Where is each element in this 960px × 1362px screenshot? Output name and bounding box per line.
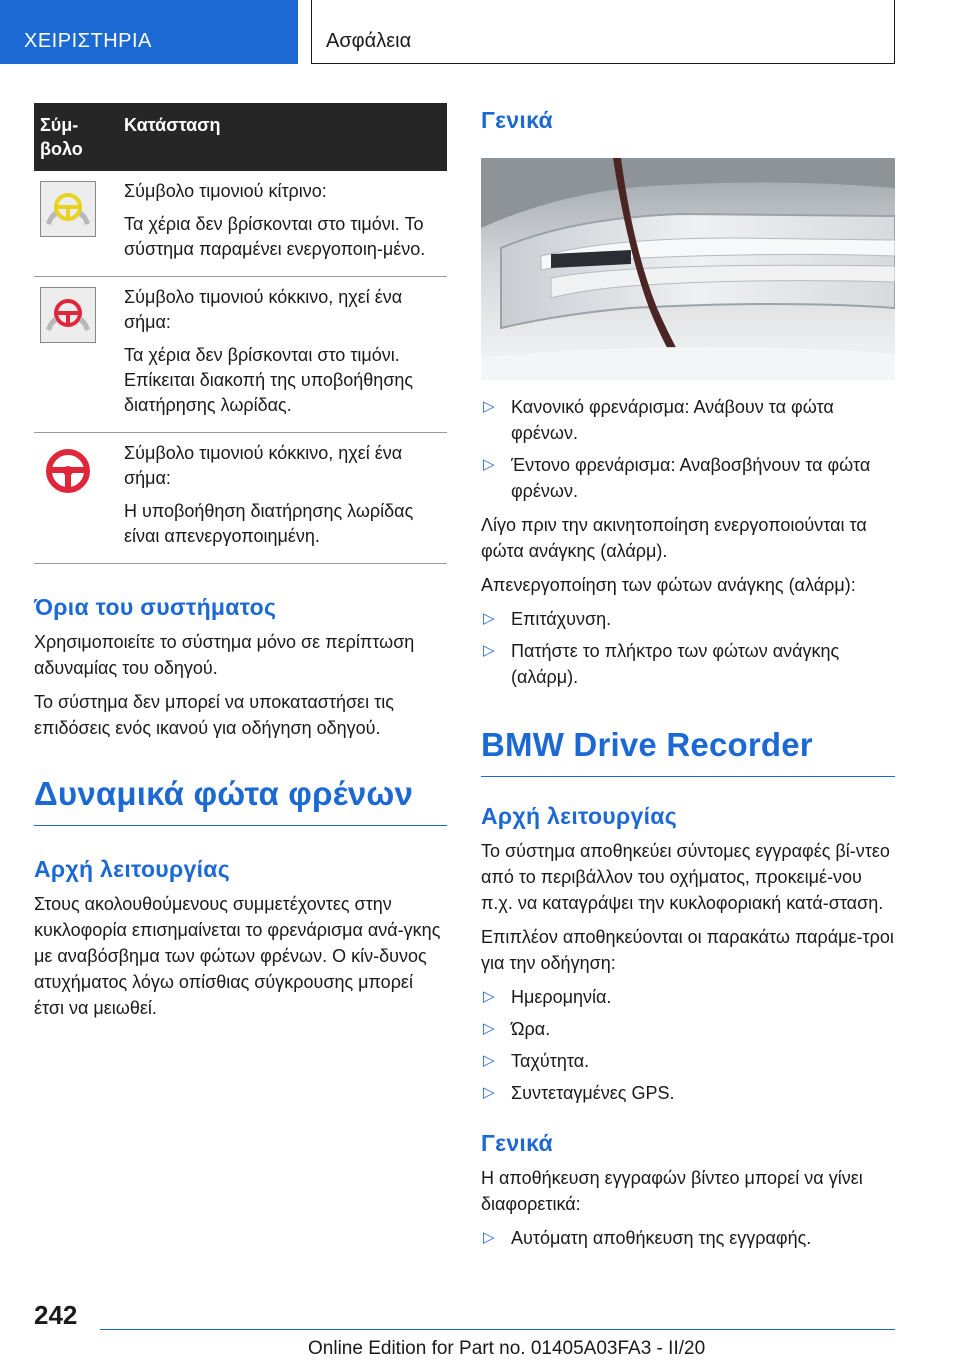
list-item: ▷ Πατήστε το πλήκτρο των φώτων ανάγκης (αλάρμ). (481, 638, 895, 690)
footer-divider (100, 1329, 895, 1330)
symbol-cell (34, 171, 118, 277)
table-row (34, 277, 447, 433)
paragraph: Το σύστημα δεν μπορεί να υποκαταστήσει τις επιδόσεις ενός ικανού για οδήγηση οδηγού. (34, 692, 394, 738)
paragraph: Λίγο πριν την ακινητοποίηση ενεργοποιούνται τα φώτα ανάγκης (αλάρμ). (481, 515, 867, 561)
paragraph: Στους ακολουθούμενους συμμετέχοντες στην κυκλοφορία επισημαίνεται το φρενάρισμα ανά-γκης με αναβόσβημα των φώτων φρένων. Ο κίν-δυνος ατυχήματος λόγω οπίσθιας σύγκρουσης μπορεί έτσι να μειωθεί. (34, 894, 441, 1018)
list-item: ▷ Συντεταγμένες GPS. (481, 1080, 895, 1106)
section-heading-drive-recorder: BMW Drive Recorder (481, 726, 895, 777)
column-header-symbol: Σύμ- βολο (34, 103, 118, 171)
tail-light-photo (481, 158, 895, 380)
edition-note: Online Edition for Part no. 01405A03FA3 - II/20 (308, 1338, 706, 1359)
chapter-tab: ΧΕΙΡΙΣΤΗΡΙΑ (0, 0, 298, 64)
bullet-triangle-icon: ▷ (483, 1229, 495, 1246)
page-number: 242 (34, 1300, 78, 1330)
bullet-triangle-icon: ▷ (483, 1084, 495, 1101)
status-cell: Σύμβολο τιμονιού κίτρινο: Τα χέρια δεν βρίσκονται στο τιμόνι. Το σύστημα παραμένει ενεργοποιη-μένο. (118, 171, 447, 277)
principle-heading: Αρχή λειτουργίας (34, 856, 230, 882)
steering-wheel-red-icon (40, 443, 96, 499)
list-item: ▷ Έντονο φρενάρισμα: Αναβοσβήνουν τα φώτα φρένων. (481, 452, 895, 504)
page-header (0, 0, 960, 66)
general-heading: Γενικά (481, 1130, 553, 1156)
header-divider (311, 63, 895, 64)
paragraph: Απενεργοποίηση των φώτων ανάγκης (αλάρμ): (481, 575, 856, 595)
limits-heading: Όρια του συστήματος (34, 594, 277, 620)
list-item: ▷ Κανονικό φρενάρισμα: Ανάβουν τα φώτα φρένων. (481, 394, 895, 446)
bullet-list (481, 984, 895, 1106)
right-column (481, 103, 895, 1259)
bullet-triangle-icon: ▷ (483, 1020, 495, 1037)
paragraph: Το σύστημα αποθηκεύει σύντομες εγγραφές βί-ντεο από το περιβάλλον του οχήματος, προκειμέ-νου π.χ. να καταγράψει την κυκλοφοριακή κατά-σταση. (481, 841, 890, 913)
bullet-triangle-icon: ▷ (483, 610, 495, 627)
left-column (34, 103, 447, 1029)
bullet-triangle-icon: ▷ (483, 1052, 495, 1069)
paragraph: Η αποθήκευση εγγραφών βίντεο μπορεί να γίνει διαφορετικά: (481, 1168, 863, 1214)
section-heading-dynamic-brake-lights: Δυναμικά φώτα φρένων (34, 775, 447, 826)
list-item: ▷ Αυτόματη αποθήκευση της εγγραφής. (481, 1225, 895, 1251)
list-item: ▷ Ημερομηνία. (481, 984, 895, 1010)
list-item: ▷ Ώρα. (481, 1016, 895, 1042)
status-cell: Σύμβολο τιμονιού κόκκινο, ηχεί ένα σήμα: Η υποβοήθηση διατήρησης λωρίδας είναι απενεργοποιημένη. (118, 433, 447, 564)
bullet-list (481, 394, 895, 504)
bullet-triangle-icon: ▷ (483, 642, 495, 659)
steering-wheel-hands-yellow-icon (40, 181, 96, 237)
section-title: Ασφάλεια (326, 30, 412, 52)
paragraph: Χρησιμοποιείτε το σύστημα μόνο σε περίπτωση αδυναμίας του οδηγού. (34, 632, 415, 678)
table-row (34, 171, 447, 277)
bullet-triangle-icon: ▷ (483, 456, 495, 473)
symbol-cell (34, 433, 118, 564)
header-divider (894, 0, 895, 64)
list-item: ▷ Επιτάχυνση. (481, 606, 895, 632)
general-heading: Γενικά (481, 107, 553, 133)
steering-wheel-hands-red-icon (40, 287, 96, 343)
list-item: ▷ Ταχύτητα. (481, 1048, 895, 1074)
paragraph: Επιπλέον αποθηκεύονται οι παρακάτω παράμε-τροι για την οδήγηση: (481, 927, 894, 973)
table-row (34, 433, 447, 564)
bullet-list (481, 1225, 895, 1251)
bullet-list (481, 606, 895, 690)
table-header-row (34, 103, 447, 171)
bullet-triangle-icon: ▷ (483, 398, 495, 415)
symbol-table (34, 103, 447, 564)
symbol-cell (34, 277, 118, 433)
bullet-triangle-icon: ▷ (483, 988, 495, 1005)
principle-heading: Αρχή λειτουργίας (481, 803, 677, 829)
column-header-status: Κατάσταση (118, 103, 447, 171)
header-divider (311, 0, 312, 64)
status-cell: Σύμβολο τιμονιού κόκκινο, ηχεί ένα σήμα: Τα χέρια δεν βρίσκονται στο τιμόνι. Επίκειται διακοπή της υποβοήθησης διατήρησης λωρίδας. (118, 277, 447, 433)
